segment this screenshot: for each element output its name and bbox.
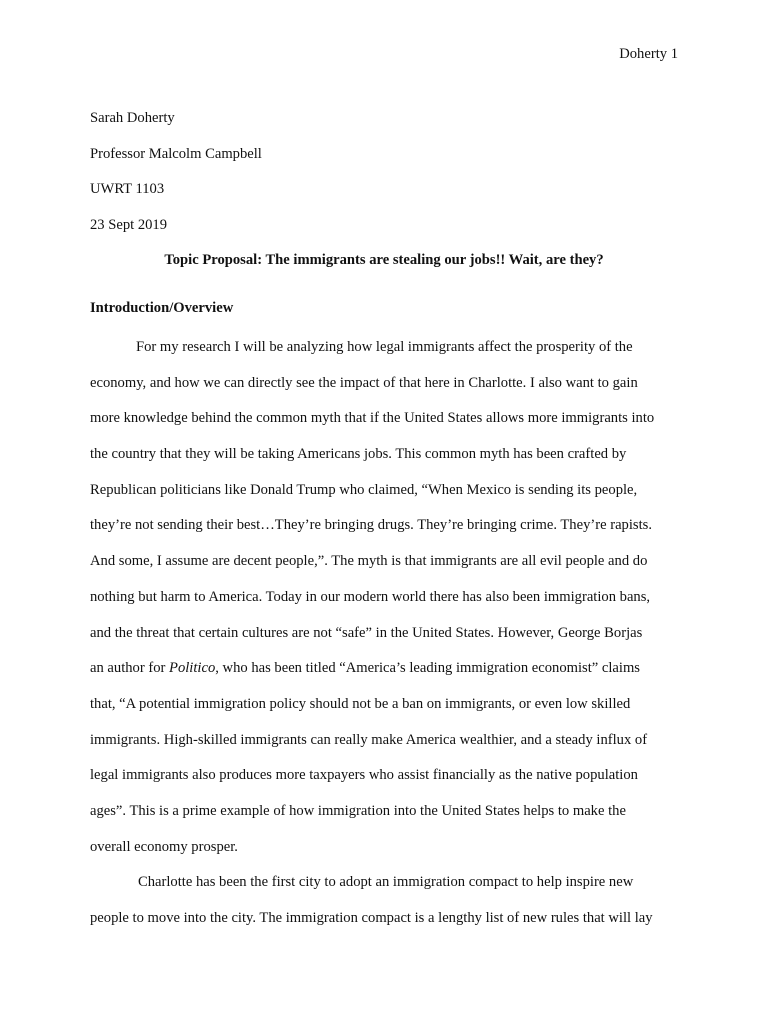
body-line: they’re not sending their best…They’re bringing drugs. They’re bringing crime. They’re rapists.	[90, 517, 652, 534]
body-line: For my research I will be analyzing how legal immigrants affect the prosperity of the	[136, 339, 633, 355]
body-line: more knowledge behind the common myth that if the United States allows more immigrants into	[90, 410, 655, 427]
section-heading: Introduction/Overview	[90, 300, 234, 316]
student-name: Sarah Doherty	[90, 110, 175, 126]
course-code: UWRT 1103	[90, 181, 165, 197]
submission-date: 23 Sept 2019	[90, 217, 168, 233]
essay-title: Topic Proposal: The immigrants are stealing our jobs!! Wait, are they?	[164, 252, 604, 268]
running-head: Doherty 1	[619, 46, 678, 62]
body-line: legal immigrants also produces more taxpayers who assist financially as the native population	[90, 767, 638, 784]
body-line: overall economy prosper.	[90, 838, 238, 855]
body-line: immigrants. High-skilled immigrants can really make America wealthier, and a steady influx of	[90, 731, 648, 748]
body-line: Charlotte has been the first city to adopt an immigration compact to help inspire new	[138, 874, 634, 891]
body-line: and the threat that certain cultures are not “safe” in the United States. However, George Borjas	[90, 624, 643, 641]
professor-name: Professor Malcolm Campbell	[90, 146, 262, 162]
body-line: nothing but harm to America. Today in our modern world there has also been immigration bans,	[90, 588, 651, 605]
publication-name: Politico	[169, 660, 216, 677]
body-line: And some, I assume are decent people,”. The myth is that immigrants are all evil people and do	[90, 553, 648, 570]
body-line	[90, 657, 680, 693]
body-text: , who has been titled “America’s leading immigration economist” claims	[215, 660, 640, 677]
body-line: economy, and how we can directly see the impact of that here in Charlotte. I also want to gain	[90, 374, 638, 391]
body-text: an author for	[90, 660, 170, 677]
essay-body	[90, 336, 680, 943]
body-line: the country that they will be taking Americans jobs. This common myth has been crafted by	[90, 446, 627, 463]
body-line: people to move into the city. The immigration compact is a lengthy list of new rules that will lay	[90, 910, 653, 926]
body-line: Republican politicians like Donald Trump who claimed, “When Mexico is sending its people,	[90, 481, 638, 498]
body-line: that, “A potential immigration policy should not be a ban on immigrants, or even low skilled	[90, 695, 631, 712]
body-line: ages”. This is a prime example of how immigration into the United States helps to make the	[90, 802, 626, 819]
